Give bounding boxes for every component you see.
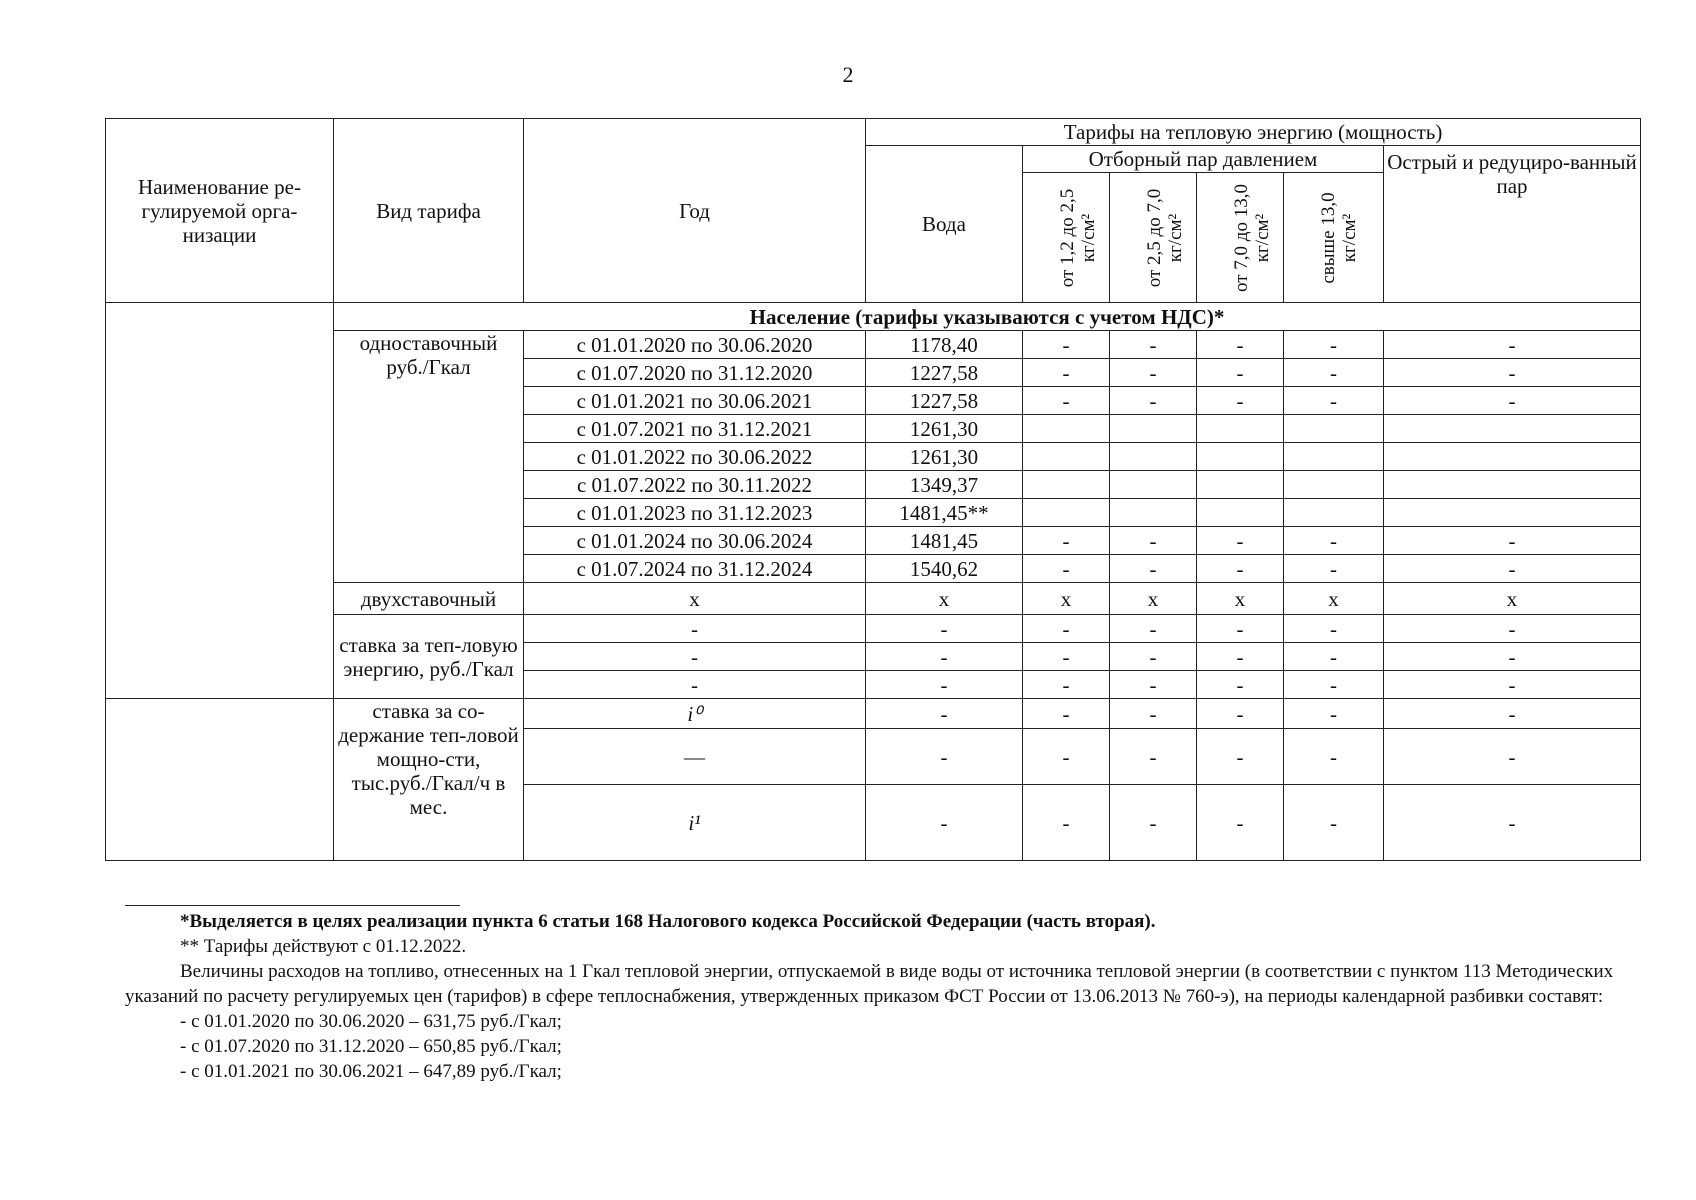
period: с 01.01.2020 по 30.06.2020	[524, 331, 866, 359]
capacity-year: i¹	[524, 785, 866, 861]
section-title: Население (тарифы указываются с учетом НДС)*	[334, 303, 1641, 331]
p1-value: -	[1023, 643, 1110, 671]
header-extraction-steam: Отборный пар давлением	[1023, 146, 1384, 173]
p4-value: -	[1284, 671, 1384, 699]
p4-value: -	[1284, 527, 1384, 555]
p3-value: -	[1197, 729, 1284, 785]
water-value: 1178,40	[866, 331, 1023, 359]
footnote-1: *Выделяется в целях реализации пункта 6 статьи 168 Налогового кодекса Российской Федерации (часть вторая).	[180, 911, 1156, 932]
p3-value	[1197, 443, 1284, 471]
water-value: -	[866, 729, 1023, 785]
water-value: 1481,45	[866, 527, 1023, 555]
water-value: -	[866, 643, 1023, 671]
header-tariffs-title: Тарифы на тепловую энергию (мощность)	[866, 119, 1641, 146]
two-rate-sharp: x	[1384, 583, 1641, 615]
period: с 01.07.2024 по 31.12.2024	[524, 555, 866, 583]
p3-value	[1197, 499, 1284, 527]
header-pressure-4-label: свыше 13,0 кг/см²	[1318, 191, 1360, 284]
energy-year: -	[524, 615, 866, 643]
p3-value: -	[1197, 643, 1284, 671]
two-rate-p1: x	[1023, 583, 1110, 615]
p4-value: -	[1284, 643, 1384, 671]
p2-value: -	[1110, 555, 1197, 583]
sharp-value: -	[1384, 643, 1641, 671]
energy-year: -	[524, 671, 866, 699]
p3-value: -	[1197, 699, 1284, 729]
p2-value: -	[1110, 527, 1197, 555]
p2-value: -	[1110, 785, 1197, 861]
p2-value	[1110, 471, 1197, 499]
p1-value: -	[1023, 387, 1110, 415]
water-value: 1227,58	[866, 387, 1023, 415]
water-value: -	[866, 615, 1023, 643]
p1-value	[1023, 415, 1110, 443]
sharp-value: -	[1384, 527, 1641, 555]
p2-value: -	[1110, 359, 1197, 387]
p1-value: -	[1023, 359, 1110, 387]
header-pressure-1	[1023, 173, 1110, 303]
sharp-value	[1384, 471, 1641, 499]
water-value: -	[866, 671, 1023, 699]
two-rate-p2: x	[1110, 583, 1197, 615]
single-rate-label: одноставочный руб./Гкал	[334, 331, 524, 583]
org-name-cell	[106, 303, 334, 699]
p4-value: -	[1284, 785, 1384, 861]
p3-value: -	[1197, 387, 1284, 415]
period: с 01.07.2020 по 31.12.2020	[524, 359, 866, 387]
p4-value	[1284, 499, 1384, 527]
p4-value	[1284, 471, 1384, 499]
p3-value: -	[1197, 331, 1284, 359]
p4-value: -	[1284, 729, 1384, 785]
energy-rate-label: ставка за теп-ловую энергию, руб./Гкал	[334, 615, 524, 699]
p1-value: -	[1023, 527, 1110, 555]
p2-value	[1110, 499, 1197, 527]
p2-value	[1110, 443, 1197, 471]
sharp-value: -	[1384, 785, 1641, 861]
water-value: -	[866, 699, 1023, 729]
p2-value: -	[1110, 643, 1197, 671]
sharp-value: -	[1384, 729, 1641, 785]
header-sharp-steam: Острый и редуциро-ванный пар	[1384, 146, 1641, 303]
period: с 01.01.2021 по 30.06.2021	[524, 387, 866, 415]
fuel-cost-item: - с 01.01.2020 по 30.06.2020 – 631,75 руб./Гкал;	[180, 1011, 562, 1032]
sharp-value: -	[1384, 671, 1641, 699]
two-rate-p3: x	[1197, 583, 1284, 615]
p2-value: -	[1110, 699, 1197, 729]
header-pressure-4	[1284, 173, 1384, 303]
p4-value: -	[1284, 387, 1384, 415]
p3-value	[1197, 471, 1284, 499]
p3-value: -	[1197, 527, 1284, 555]
tariff-table	[105, 118, 1641, 861]
org-name-cell-lower	[106, 699, 334, 861]
period: с 01.01.2024 по 30.06.2024	[524, 527, 866, 555]
period: с 01.07.2021 по 31.12.2021	[524, 415, 866, 443]
water-value: 1261,30	[866, 415, 1023, 443]
p1-value: -	[1023, 785, 1110, 861]
p4-value: -	[1284, 555, 1384, 583]
header-org-name: Наименование ре-гулируемой орга-низации	[106, 119, 334, 303]
p2-value	[1110, 415, 1197, 443]
p2-value: -	[1110, 729, 1197, 785]
sharp-value: -	[1384, 615, 1641, 643]
p1-value: -	[1023, 729, 1110, 785]
p4-value: -	[1284, 359, 1384, 387]
sharp-value: -	[1384, 331, 1641, 359]
p3-value: -	[1197, 785, 1284, 861]
sharp-value	[1384, 443, 1641, 471]
p3-value: -	[1197, 555, 1284, 583]
water-value: -	[866, 785, 1023, 861]
footnote-separator	[125, 905, 460, 906]
p2-value: -	[1110, 671, 1197, 699]
p4-value	[1284, 443, 1384, 471]
two-rate-water: x	[866, 583, 1023, 615]
header-pressure-2	[1110, 173, 1197, 303]
page-number: 2	[842, 62, 854, 87]
fuel-cost-item: - с 01.01.2021 по 30.06.2021 – 647,89 руб./Гкал;	[180, 1061, 562, 1082]
water-value: 1227,58	[866, 359, 1023, 387]
p2-value: -	[1110, 331, 1197, 359]
sharp-value	[1384, 415, 1641, 443]
two-rate-p4: x	[1284, 583, 1384, 615]
header-pressure-3	[1197, 173, 1284, 303]
p4-value: -	[1284, 331, 1384, 359]
footnote-2: ** Тарифы действуют с 01.12.2022.	[180, 936, 467, 957]
water-value: 1349,37	[866, 471, 1023, 499]
p1-value	[1023, 443, 1110, 471]
header-tariff-type: Вид тарифа	[334, 119, 524, 303]
p2-value: -	[1110, 615, 1197, 643]
period: с 01.01.2023 по 31.12.2023	[524, 499, 866, 527]
p1-value	[1023, 499, 1110, 527]
header-pressure-1-label: от 1,2 до 2,5 кг/см²	[1057, 188, 1099, 287]
header-water: Вода	[866, 146, 1023, 303]
capacity-year: —	[524, 729, 866, 785]
energy-year: -	[524, 643, 866, 671]
sharp-value: -	[1384, 359, 1641, 387]
water-value: 1540,62	[866, 555, 1023, 583]
period: с 01.01.2022 по 30.06.2022	[524, 443, 866, 471]
fuel-cost-item: - с 01.07.2020 по 31.12.2020 – 650,85 руб./Гкал;	[180, 1036, 562, 1057]
water-value: 1481,45**	[866, 499, 1023, 527]
header-pressure-3-label: от 7,0 до 13,0 кг/см²	[1231, 183, 1273, 292]
fuel-cost-text: Величины расходов на топливо, отнесенных на 1 Гкал тепловой энергии, отпускаемой в виде воды от источника тепловой энергии (в соответствии с пунктом 113 Методических указаний по расчету регулируемых цен (тарифов) в сфере теплоснабжения, утвержденных приказом ФСТ России от 13.06.2013 № 760-э), на периоды календарной разбивки составят:	[125, 961, 1614, 1007]
p3-value	[1197, 415, 1284, 443]
p1-value: -	[1023, 699, 1110, 729]
sharp-value	[1384, 499, 1641, 527]
p1-value: -	[1023, 671, 1110, 699]
header-year: Год	[524, 119, 866, 303]
sharp-value: -	[1384, 387, 1641, 415]
sharp-value: -	[1384, 555, 1641, 583]
p1-value: -	[1023, 615, 1110, 643]
p1-value	[1023, 471, 1110, 499]
p3-value: -	[1197, 359, 1284, 387]
p2-value: -	[1110, 387, 1197, 415]
p1-value: -	[1023, 331, 1110, 359]
p4-value: -	[1284, 699, 1384, 729]
sharp-value: -	[1384, 699, 1641, 729]
capacity-year: i⁰	[524, 699, 866, 729]
period: с 01.07.2022 по 30.11.2022	[524, 471, 866, 499]
two-rate-label: двухставочный	[334, 583, 524, 615]
p4-value	[1284, 415, 1384, 443]
fuel-cost-paragraph	[125, 959, 1620, 1009]
footnotes	[125, 905, 1620, 1084]
p4-value: -	[1284, 615, 1384, 643]
header-pressure-2-label: от 2,5 до 7,0 кг/см²	[1144, 188, 1186, 287]
p1-value: -	[1023, 555, 1110, 583]
water-value: 1261,30	[866, 443, 1023, 471]
two-rate-year: x	[524, 583, 866, 615]
p3-value: -	[1197, 671, 1284, 699]
capacity-rate-label: ставка за со-держание теп-ловой мощно-сти, тыс.руб./Гкал/ч в мес.	[334, 699, 524, 861]
p3-value: -	[1197, 615, 1284, 643]
